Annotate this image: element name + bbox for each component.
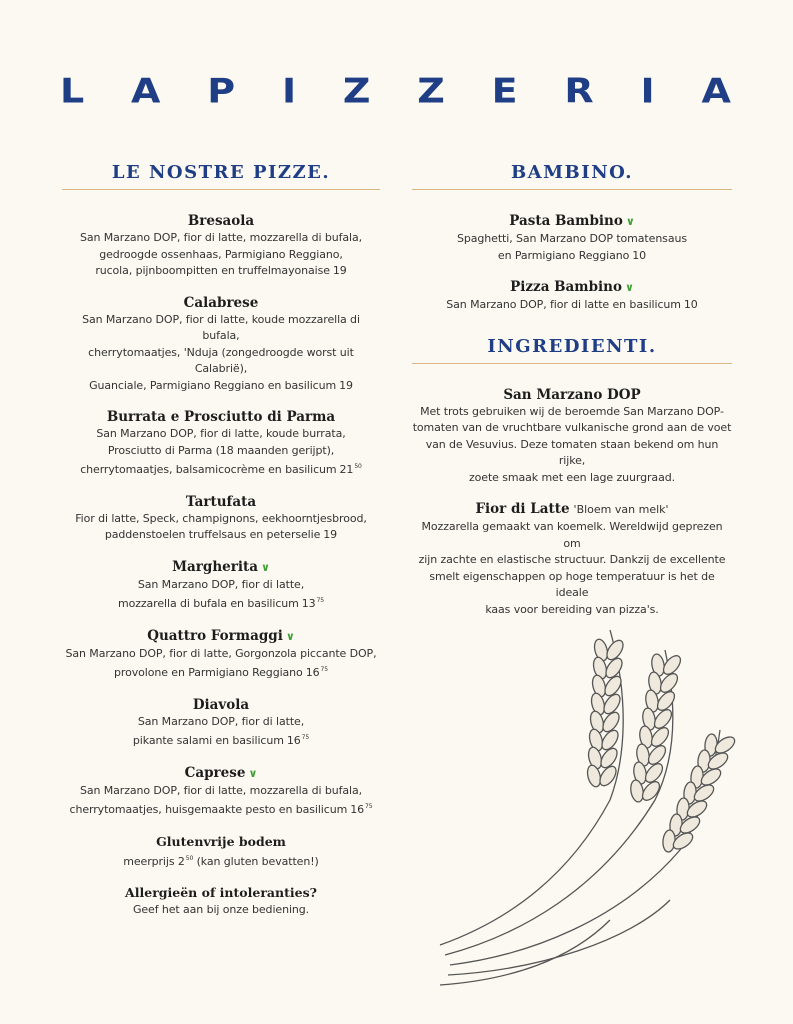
desc-line: zijn zachte en elastische structuur. Dankzij de excellente (418, 553, 726, 566)
desc-line: rucola, pijnboompitten en truffelmayonaise (95, 264, 330, 277)
desc-line: zoete smaak met een lage zuurgraad. (469, 470, 675, 484)
desc-line: provolone en Parmigiano Reggiano (114, 666, 303, 679)
leaf-icon: ∨ (260, 560, 270, 574)
pizza-item (62, 764, 380, 819)
pizza-item (62, 627, 380, 682)
title-letter: I (281, 71, 297, 111)
title-letter: Z (417, 71, 445, 111)
desc-line: van de Vesuvius. Deze tomaten staan bekend om hun rijke, (425, 437, 719, 467)
item-price: 19 (332, 264, 347, 277)
item-desc (412, 297, 732, 314)
desc-line: smelt eigenschappen op hoge temperatuur is het de ideale (429, 569, 715, 599)
desc-line: Guanciale, Parmigiano Reggiano en basilicum (89, 378, 337, 392)
item-desc (62, 646, 380, 682)
item-price: 16 (305, 666, 320, 679)
bambino-item (412, 212, 732, 264)
title-letter: R (564, 71, 594, 111)
item-desc (412, 231, 732, 264)
desc-line: San Marzano DOP, fior di latte, (137, 714, 305, 728)
item-desc (62, 230, 380, 280)
gluten-price: meerprijs 2 (123, 854, 185, 868)
item-name (62, 764, 380, 783)
item-name (62, 627, 380, 646)
item-name (62, 696, 380, 714)
item-name: Allergieën of intoleranties? (125, 885, 317, 900)
item-title: Bresaola (187, 213, 255, 229)
item-desc (62, 851, 380, 871)
desc-line: pikante salami en basilicum (132, 734, 284, 747)
ingredienti-list (412, 386, 732, 619)
item-title: Caprese (184, 764, 246, 781)
title-letter: A (701, 71, 731, 111)
desc-line: San Marzano DOP, fior di latte, mozzarella di bufala, (79, 231, 363, 244)
item-title: Fior di Latte (475, 501, 570, 517)
item-name (412, 500, 732, 519)
item-price: 19 (323, 528, 338, 541)
pizza-item (62, 212, 380, 280)
item-name (62, 212, 380, 230)
desc-line: kaas voor bereiding van pizza's. (485, 602, 659, 616)
item-name (62, 408, 380, 426)
item-price: 10 (683, 298, 698, 311)
title-letter: I (640, 71, 655, 111)
pizze-section (62, 162, 380, 933)
desc-line: cherrytomaatjes, balsamicocrème en basilicum (80, 463, 337, 476)
desc-line: Spaghetti, San Marzano DOP tomatensaus (457, 232, 687, 245)
ingredient-item (412, 500, 732, 618)
item-name (62, 493, 380, 511)
title-letter: P (207, 71, 236, 111)
item-title: Pizza Bambino (510, 279, 622, 295)
desc-line: San Marzano DOP, fior di latte, (137, 577, 305, 591)
item-title: Pasta Bambino (509, 213, 623, 229)
desc-line: San Marzano DOP, fior di latte, Gorgonzola piccante DOP, (65, 646, 377, 660)
price-cents: 50 (185, 854, 194, 862)
price-cents: 50 (354, 463, 362, 470)
desc-line: gedroogde ossenhaas, Parmigiano Reggiano, (99, 247, 343, 261)
pizza-item (62, 294, 380, 395)
price-cents: 75 (320, 666, 328, 673)
price-cents: 75 (301, 734, 310, 741)
item-name (62, 294, 380, 312)
pizza-item (62, 493, 380, 544)
item-title: San Marzano DOP (503, 386, 641, 403)
section-heading-bambino: BAMBINO. (412, 162, 732, 190)
section-heading-pizze: LE NOSTRE PIZZE. (62, 162, 380, 190)
desc-line: Fior di latte, Speck, champignons, eekhoorntjesbrood, (75, 511, 367, 525)
item-subtitle: 'Bloem van melk' (573, 503, 669, 516)
allergy-note (62, 884, 380, 919)
item-desc (62, 577, 380, 613)
desc-line: mozzarella di bufala en basilicum (117, 597, 299, 610)
desc-line: cherrytomaatjes, huisgemaakte pesto en basilicum (69, 803, 348, 816)
desc-line: Prosciutto di Parma (18 maanden gerijpt), (107, 443, 335, 457)
section-heading-ingredienti: INGREDIENTI. (412, 336, 732, 364)
item-price: 19 (339, 378, 353, 392)
desc-line: San Marzano DOP, fior di latte, koude burrata, (96, 427, 346, 440)
wheat-icon (420, 620, 740, 990)
item-title: Calabrese (183, 294, 259, 311)
item-price: 16 (286, 734, 301, 747)
title-letter: L (60, 71, 85, 111)
leaf-icon: ∨ (285, 629, 295, 643)
desc-line: Mozzarella gemaakt van koemelk. Wereldwijd geprezen om (421, 520, 723, 550)
gluten-note: (kan gluten bevatten!) (193, 854, 319, 868)
item-price: 10 (632, 248, 647, 262)
desc-line: San Marzano DOP, fior di latte, koude mozzarella di bufala, (82, 312, 360, 342)
price-cents: 75 (316, 597, 325, 604)
item-name (412, 386, 732, 404)
desc-line: Met trots gebruiken wij de beroemde San Marzano DOP- (420, 404, 724, 418)
item-desc (62, 714, 380, 750)
bambino-item (412, 278, 732, 314)
pizza-item (62, 558, 380, 613)
item-price: 21 (339, 463, 354, 476)
right-column (412, 162, 732, 632)
item-title: Burrata e Prosciutto di Parma (106, 409, 336, 425)
gluten-free-note (62, 833, 380, 871)
leaf-icon: ∨ (625, 215, 635, 228)
leaf-icon: ∨ (624, 281, 634, 294)
title-letter: Z (342, 71, 371, 111)
item-title: Quattro Formaggi (147, 627, 283, 644)
desc-line: paddenstoelen truffelsaus en peterselie (104, 528, 321, 541)
desc-line: San Marzano DOP, fior di latte en basilicum (446, 298, 681, 311)
title-letter: A (131, 71, 161, 111)
desc-line: en Parmigiano Reggiano (497, 248, 630, 262)
item-desc (62, 426, 380, 479)
item-name (412, 278, 732, 297)
pizza-item (62, 408, 380, 479)
pizza-list (62, 212, 380, 819)
leaf-icon: ∨ (248, 766, 258, 780)
item-desc: Geef het aan bij onze bediening. (132, 903, 310, 916)
item-desc (412, 519, 732, 618)
item-name (412, 212, 732, 231)
item-desc (62, 783, 380, 819)
title-letter: E (491, 71, 518, 111)
item-title: Diavola (192, 696, 250, 713)
item-title: Margherita (172, 558, 258, 575)
ingredient-item (412, 386, 732, 487)
page-title (0, 72, 793, 110)
item-name (62, 558, 380, 577)
item-desc (62, 511, 380, 544)
bambino-list (412, 212, 732, 314)
desc-line: San Marzano DOP, fior di latte, mozzarella di bufala, (79, 783, 363, 797)
desc-line: tomaten van de vruchtbare vulkanische grond aan de voet (412, 421, 732, 434)
item-price: 16 (350, 803, 365, 816)
item-title: Tartufata (185, 493, 257, 510)
item-name: Glutenvrije bodem (156, 833, 286, 849)
item-price: 13 (301, 597, 316, 610)
item-desc (62, 312, 380, 395)
price-cents: 75 (365, 803, 373, 810)
pizza-item (62, 696, 380, 750)
desc-line: cherrytomaatjes, 'Nduja (zongedroogde worst uit Calabrië), (88, 345, 354, 375)
item-desc (412, 404, 732, 487)
